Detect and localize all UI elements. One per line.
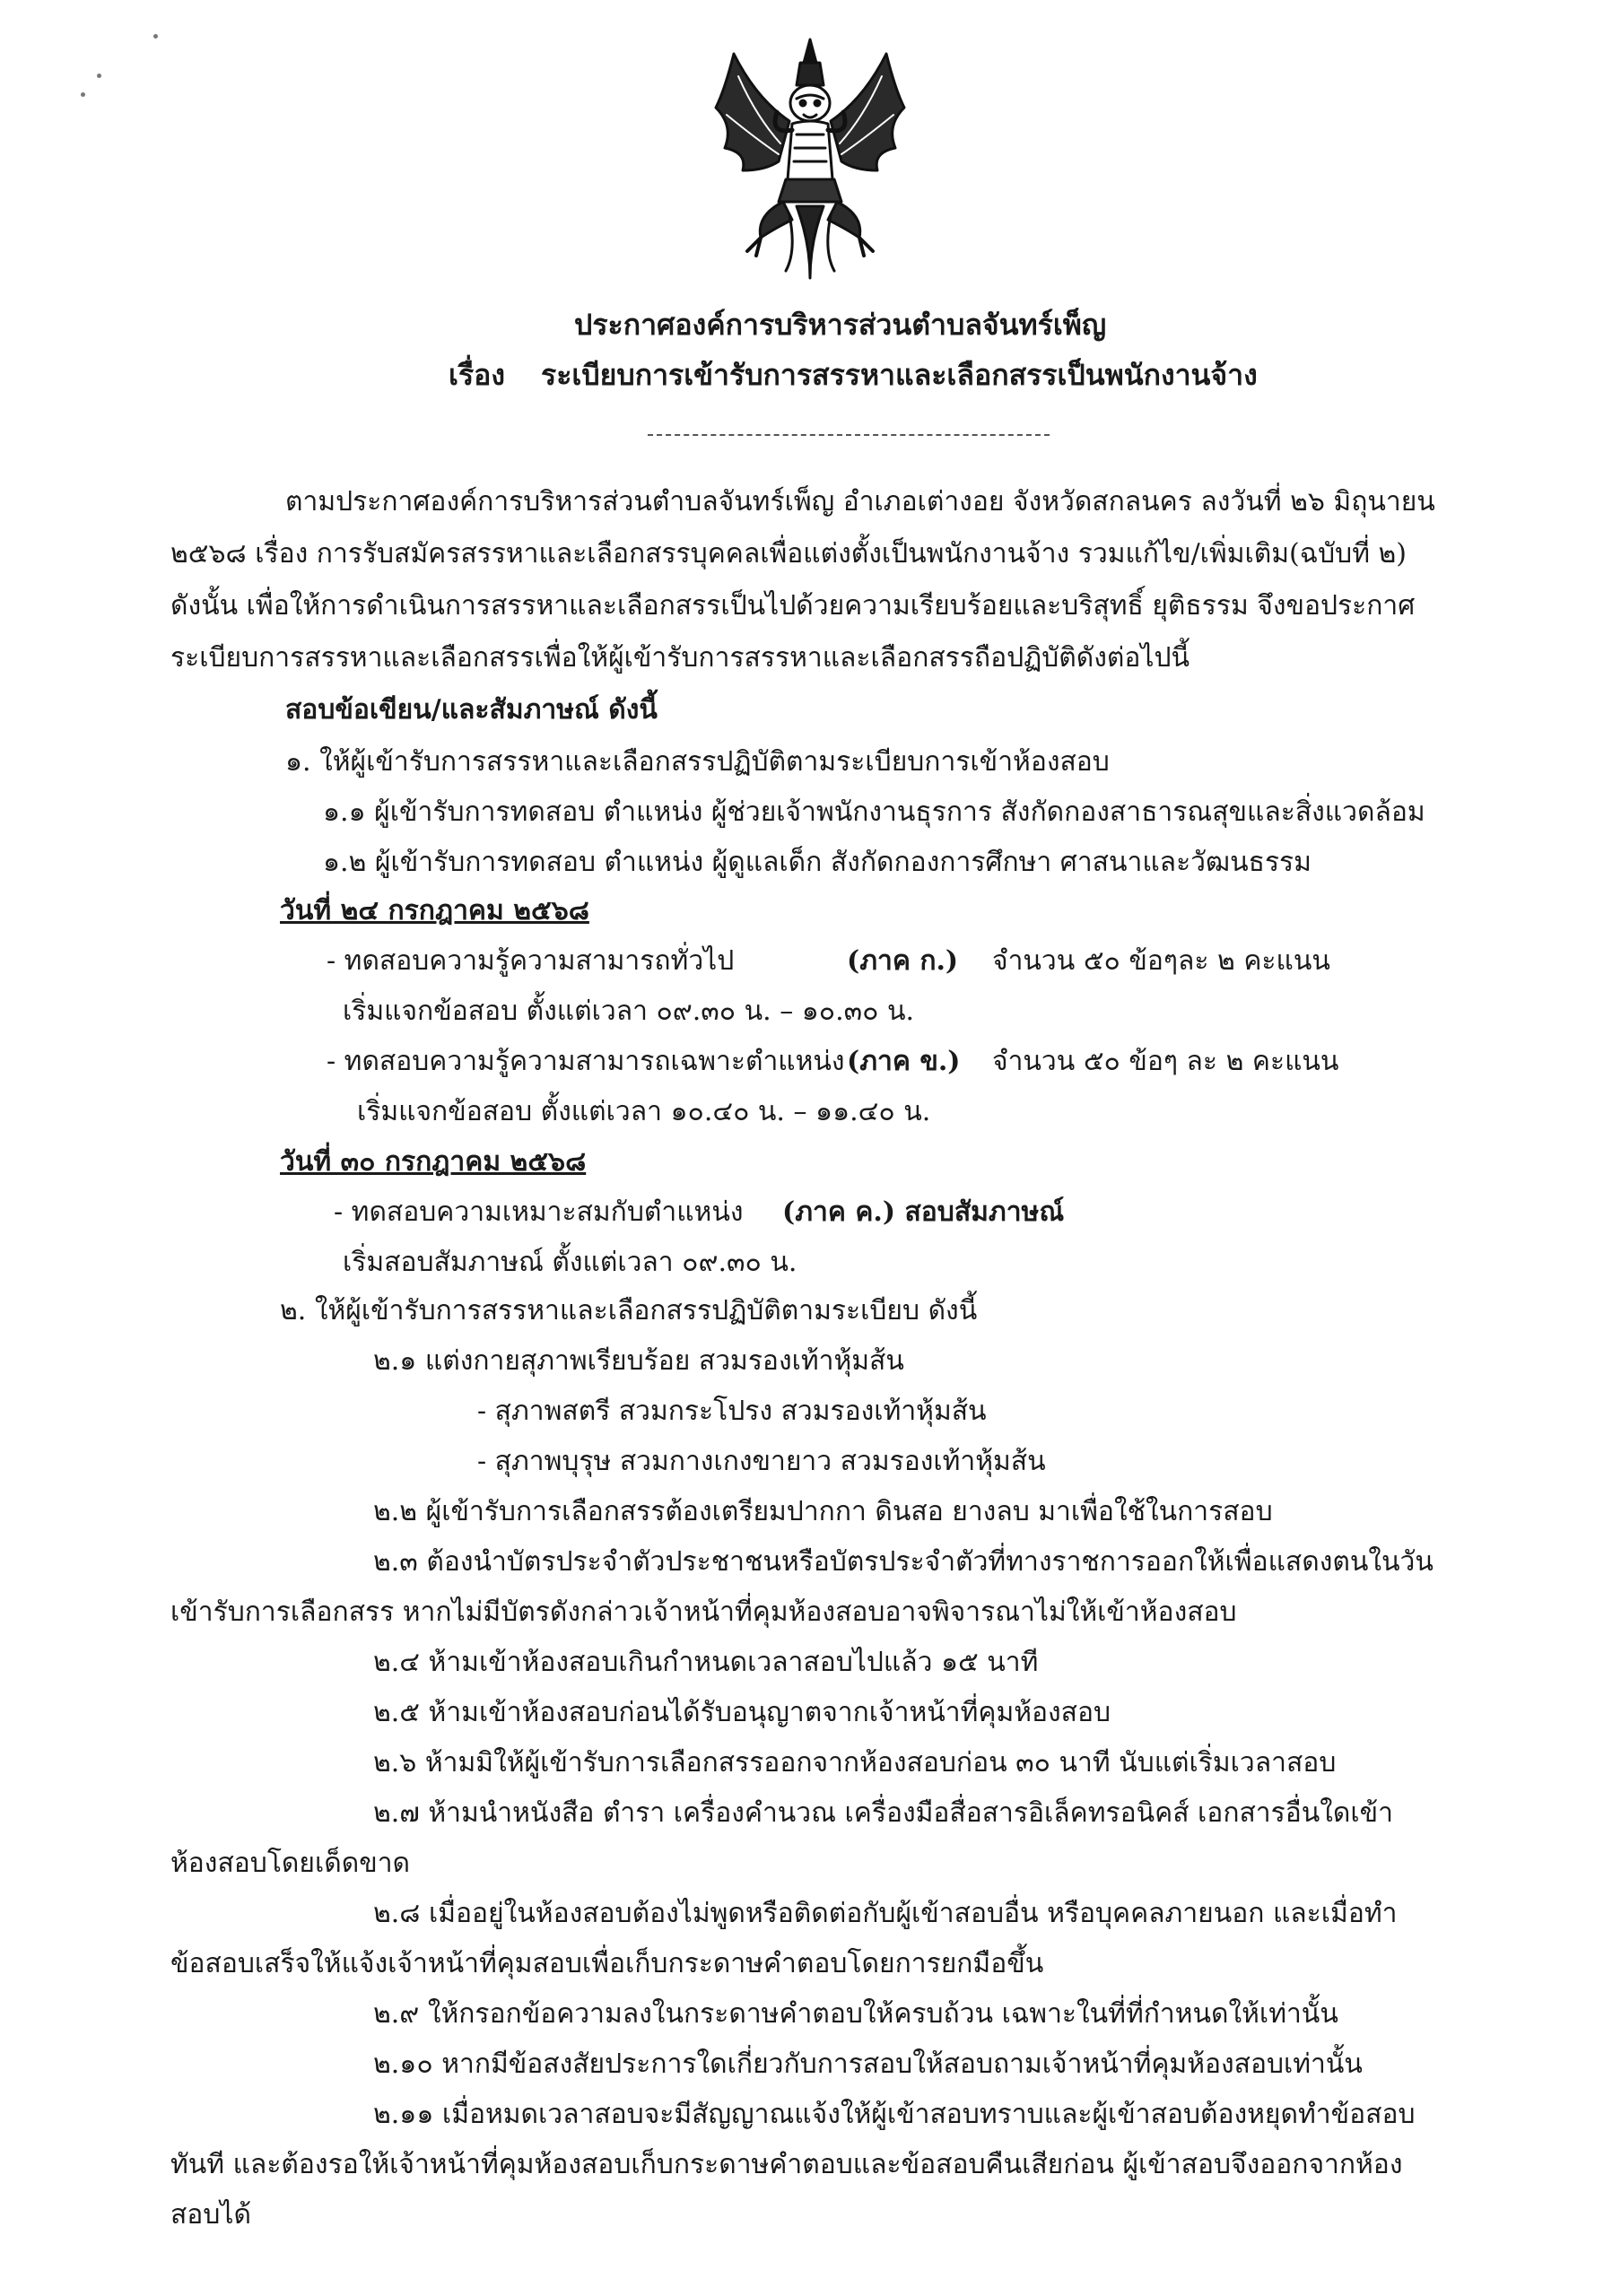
rule-2-8-cont: ข้อสอบเสร็จให้แจ้งเจ้าหน้าที่คุมสอบเพื่อเก็บกระดาษคำตอบโดยการยกมือขึ้น (170, 1948, 1044, 1979)
item-1: ๑. ให้ผู้เข้ารับการสรรหาและเลือกสรรปฏิบัติตามระเบียบการเข้าห้องสอบ (285, 746, 1110, 778)
scan-speck (153, 34, 158, 39)
document-subject-label: เรื่อง (449, 358, 505, 392)
rule-2-5: ๒.๕ ห้ามเข้าห้องสอบก่อนได้รับอนุญาตจากเจ้าหน้าที่คุมห้องสอบ (373, 1697, 1111, 1728)
test-a-detail: จำนวน ๕๐ ข้อๆละ ๒ คะแนน (992, 945, 1330, 977)
day-1-date: วันที่ ๒๔ กรกฎาคม ๒๕๖๘ (280, 895, 589, 926)
test-c-label: - ทดสอบความเหมาะสมกับตำแหน่ง (334, 1196, 744, 1228)
rule-2-2: ๒.๒ ผู้เข้ารับการเลือกสรรต้องเตรียมปากกา ดินสอ ยางลบ มาเพื่อใช้ในการสอบ (373, 1496, 1273, 1527)
rule-2-9: ๒.๙ ให้กรอกข้อความลงในกระดาษคำตอบให้ครบถ้วน เฉพาะในที่ที่กำหนดให้เท่านั้น (373, 1998, 1338, 2030)
item-1-2: ๑.๒ ผู้เข้ารับการทดสอบ ตำแหน่ง ผู้ดูแลเด็ก สังกัดกองการศึกษา ศาสนาและวัฒนธรรม (323, 847, 1312, 878)
intro-line: ระเบียบการสรรหาและเลือกสรรเพื่อให้ผู้เข้ารับการสรรหาและเลือกสรรถือปฏิบัติดังต่อไปนี้ (170, 642, 1190, 674)
intro-line: ตามประกาศองค์การบริหารส่วนตำบลจันทร์เพ็ญ อำเภอเต่างอย จังหวัดสกลนคร ลงวันที่ ๒๖ มิถุนายน (285, 486, 1435, 517)
test-a-part: (ภาค ก.) (847, 945, 959, 977)
scan-speck (81, 92, 85, 97)
rule-2-10: ๒.๑๐ หากมีข้อสงสัยประการใดเกี่ยวกับการสอบให้สอบถามเจ้าหน้าที่คุมห้องสอบเท่านั้น (373, 2048, 1363, 2080)
rule-2-6: ๒.๖ ห้ามมิให้ผู้เข้ารับการเลือกสรรออกจากห้องสอบก่อน ๓๐ นาที นับแต่เริ่มเวลาสอบ (373, 1747, 1337, 1779)
document-title: ประกาศองค์การบริหารส่วนตำบลจันทร์เพ็ญ (574, 308, 1107, 342)
test-c-part: (ภาค ค.) สอบสัมภาษณ์ (782, 1196, 1065, 1228)
section-heading: สอบข้อเขียน/และสัมภาษณ์ ดังนี้ (285, 694, 658, 726)
rule-2-1: ๒.๑ แต่งกายสุภาพเรียบร้อย สวมรองเท้าหุ้มส้น (373, 1345, 904, 1377)
rule-2-8: ๒.๘ เมื่ออยู่ในห้องสอบต้องไม่พูดหรือติดต่อกับผู้เข้าสอบอื่น หรือบุคคลภายนอก และเมื่อทำ (373, 1898, 1398, 1929)
rule-2-3-cont: เข้ารับการเลือกสรร หากไม่มีบัตรดังกล่าวเจ้าหน้าที่คุมห้องสอบอาจพิจารณาไม่ให้เข้าห้องสอบ (170, 1596, 1237, 1628)
rule-2-11-cont: ทันที และต้องรอให้เจ้าหน้าที่คุมห้องสอบเก็บกระดาษคำตอบและข้อสอบคืนเสียก่อน ผู้เข้าสอบจึงออกจากห้อง (170, 2149, 1403, 2180)
garuda-emblem-icon (707, 36, 913, 283)
test-b-part: (ภาค ข.) (847, 1046, 961, 1077)
rule-2-1-men: - สุภาพบุรุษ สวมกางเกงขายาว สวมรองเท้าหุ้มส้น (477, 1446, 1046, 1477)
rule-2-3: ๒.๓ ต้องนำบัตรประจำตัวประชาชนหรือบัตรประจำตัวที่ทางราชการออกให้เพื่อแสดงตนในวัน (373, 1546, 1434, 1578)
test-a-time: เริ่มแจกข้อสอบ ตั้งแต่เวลา ๐๙.๓๐ น. – ๑๐.๓๐ น. (343, 996, 915, 1027)
intro-line: ๒๕๖๘ เรื่อง การรับสมัครสรรหาและเลือกสรรบุคคลเพื่อแต่งตั้งเป็นพนักงานจ้าง รวมแก้ไข/เพิ่มเติม(ฉบับที่ ๒) (170, 538, 1407, 570)
item-2: ๒. ให้ผู้เข้ารับการสรรหาและเลือกสรรปฏิบัติตามระเบียบ ดังนี้ (280, 1295, 978, 1326)
scan-speck (97, 74, 101, 78)
test-b-label: - ทดสอบความรู้ความสามารถเฉพาะตำแหน่ง (327, 1046, 845, 1077)
item-1-1: ๑.๑ ผู้เข้ารับการทดสอบ ตำแหน่ง ผู้ช่วยเจ้าพนักงานธุรการ สังกัดกองสาธารณสุขและสิ่งแวดล้อม (323, 796, 1425, 828)
test-b-detail: จำนวน ๕๐ ข้อๆ ละ ๒ คะแนน (992, 1046, 1339, 1077)
rule-2-11: ๒.๑๑ เมื่อหมดเวลาสอบจะมีสัญญาณแจ้งให้ผู้เข้าสอบทราบและผู้เข้าสอบต้องหยุดทำข้อสอบ (373, 2099, 1416, 2130)
rule-2-1-women: - สุภาพสตรี สวมกระโปรง สวมรองเท้าหุ้มส้น (477, 1396, 987, 1427)
intro-line: ดังนั้น เพื่อให้การดำเนินการสรรหาและเลือกสรรเป็นไปด้วยความเรียบร้อยและบริสุทธิ์ ยุติธรรม จึงขอประกาศ (170, 590, 1416, 622)
header-divider (648, 434, 1050, 436)
document-subject: ระเบียบการเข้ารับการสรรหาและเลือกสรรเป็นพนักงานจ้าง (541, 358, 1258, 392)
test-b-time: เริ่มแจกข้อสอบ ตั้งแต่เวลา ๑๐.๔๐ น. – ๑๑.๔๐ น. (357, 1096, 931, 1127)
rule-2-11-cont: สอบได้ (170, 2199, 251, 2231)
rule-2-4: ๒.๔ ห้ามเข้าห้องสอบเกินกำหนดเวลาสอบไปแล้ว ๑๕ นาที (373, 1647, 1039, 1678)
rule-2-7-cont: ห้องสอบโดยเด็ดขาด (170, 1848, 411, 1879)
test-a-label: - ทดสอบความรู้ความสามารถทั่วไป (327, 945, 735, 977)
rule-2-7: ๒.๗ ห้ามนำหนังสือ ตำรา เครื่องคำนวณ เครื่องมือสื่อสารอิเล็คทรอนิคส์ เอกสารอื่นใดเข้า (373, 1797, 1394, 1829)
day-2-date: วันที่ ๓๐ กรกฎาคม ๒๕๖๘ (280, 1146, 587, 1178)
test-c-time: เริ่มสอบสัมภาษณ์ ตั้งแต่เวลา ๐๙.๓๐ น. (343, 1247, 797, 1278)
